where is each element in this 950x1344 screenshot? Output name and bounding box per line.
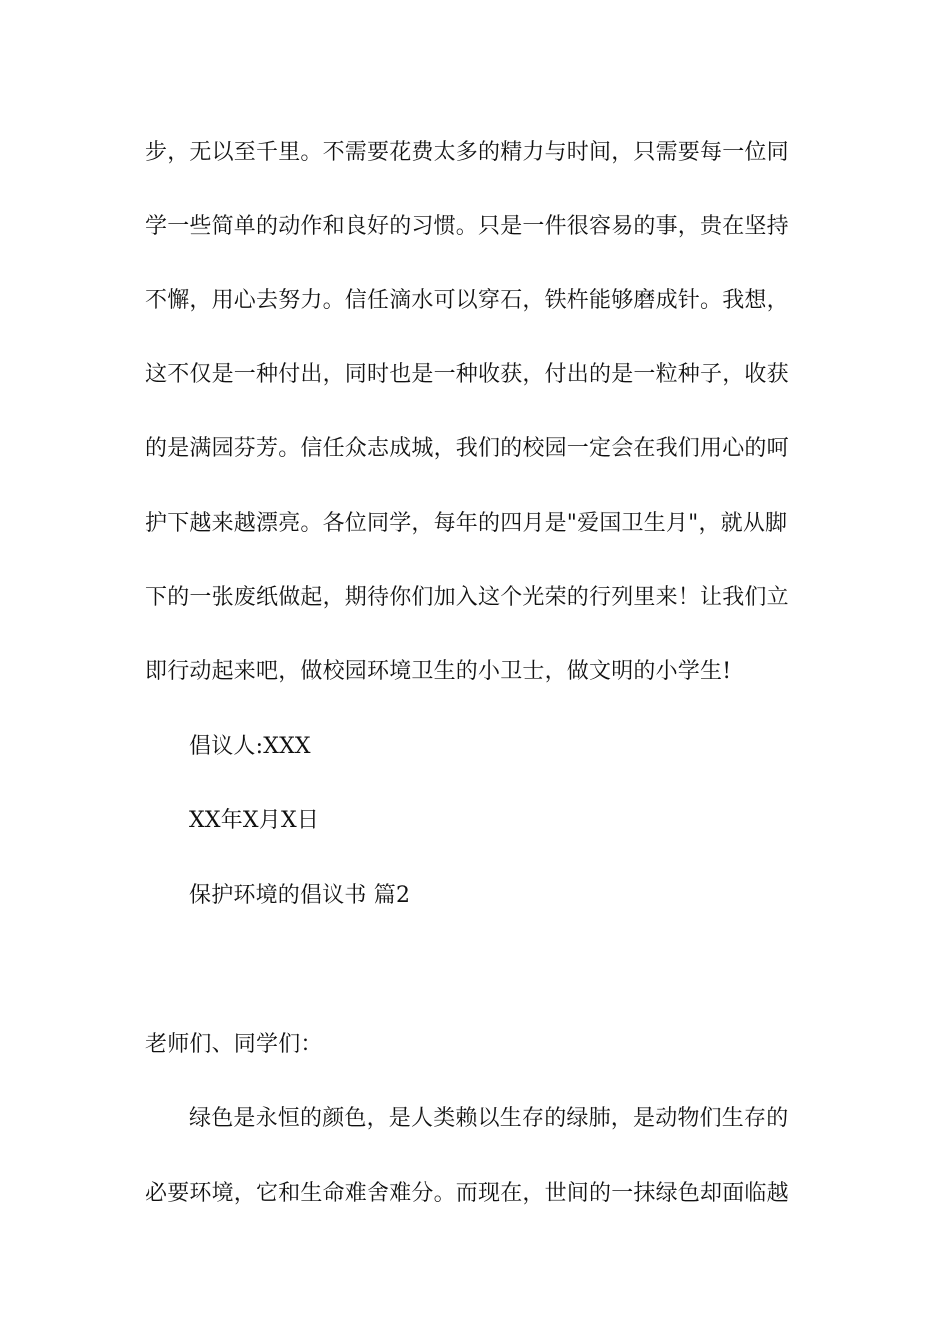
body-text-line: 护下越来越漂亮。各位同学，每年的四月是"爱国卫生月"，就从脚 [145,511,788,536]
body-text-line: 这不仅是一种付出，同时也是一种收获，付出的是一粒种子，收获 [145,362,789,387]
body-text-line: 步，无以至千里。不需要花费太多的精力与时间，只需要每一位同 [145,140,789,165]
body-text-line: 不懈，用心去努力。信任滴水可以穿石，铁杵能够磨成针。我想， [145,288,789,313]
body-text-line: 学一些简单的动作和良好的习惯。只是一件很容易的事，贵在坚持 [145,214,789,239]
body-text-line: 绿色是永恒的颜色，是人类赖以生存的绿肺，是动物们生存的 [189,1106,789,1131]
body-text-line: 即行动起来吧，做校园环境卫生的小卫士，做文明的小学生! [145,659,732,684]
body-text-line: 下的一张废纸做起，期待你们加入这个光荣的行列里来！让我们立 [145,585,789,610]
section-title: 保护环境的倡议书 篇2 [189,883,411,908]
date: XX年X月X日 [189,808,320,833]
body-text-line: 必要环境，它和生命难舍难分。而现在，世间的一抹绿色却面临越 [145,1181,789,1206]
body-text-line: 的是满园芬芳。信任众志成城，我们的校园一定会在我们用心的呵 [145,436,789,461]
salutation: 老师们、同学们： [145,1032,323,1057]
signature: 倡议人:XXX [189,734,311,759]
